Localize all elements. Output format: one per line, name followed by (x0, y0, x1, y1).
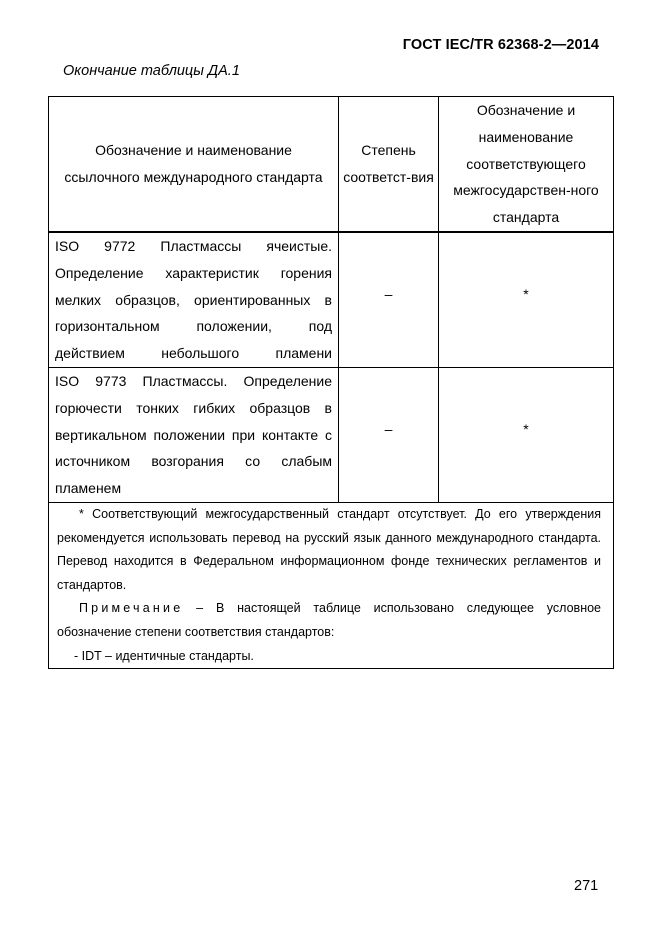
table-footer-row (49, 502, 614, 668)
table-row (49, 367, 614, 502)
page-number: 271 (574, 878, 599, 894)
reference-standard-cell: ISO 9773 Пластмассы. Определение горючести тонких гибких образцов в вертикальном положении при контакте с источником возгорания со слабым пламенем (49, 367, 339, 502)
degree-value: – (384, 420, 393, 437)
interstate-value: * (523, 420, 529, 437)
table-caption: Окончание таблицы ДА.1 (63, 63, 240, 79)
interstate-value: * (523, 285, 529, 302)
table-footer-cell (49, 502, 614, 668)
standards-table (48, 96, 614, 669)
header-degree-of-conformity: Степень соответст-вия (339, 97, 439, 233)
table-header-row (49, 97, 614, 233)
reference-standard-cell: ISO 9772 Пластмассы ячеистые. Определение характеристик горения мелких образцов, ориентированных в горизонтальном положении, под действием небольшого пламени (49, 232, 339, 367)
interstate-standard-cell (439, 367, 614, 502)
interstate-standard-cell (439, 232, 614, 367)
note-label: Примечание (79, 601, 184, 616)
idt-definition: - IDT – идентичные стандарты. (74, 648, 254, 663)
document-header: ГОСТ IEC/TR 62368-2—2014 (402, 37, 599, 53)
header-reference-standard: Обозначение и наименование ссылочного международного стандарта (49, 97, 339, 233)
degree-cell (339, 367, 439, 502)
header-interstate-standard: Обозначение и наименование соответствующего межгосударствен-ного стандарта (439, 97, 614, 233)
table-row (49, 232, 614, 367)
note-paragraph (57, 597, 601, 644)
note-text: – В настоящей таблице использовано следующее условное обозначение степени соответствия стандартов: (57, 601, 601, 639)
degree-cell (339, 232, 439, 367)
degree-value: – (384, 285, 393, 302)
footnote-text: * Соответствующий межгосударственный стандарт отсутствует. До его утверждения рекомендуется использовать перевод на русский язык данного международного стандарта. Перевод находится в Федеральном информационном фонде технических регламентов и стандартов. (57, 506, 601, 592)
